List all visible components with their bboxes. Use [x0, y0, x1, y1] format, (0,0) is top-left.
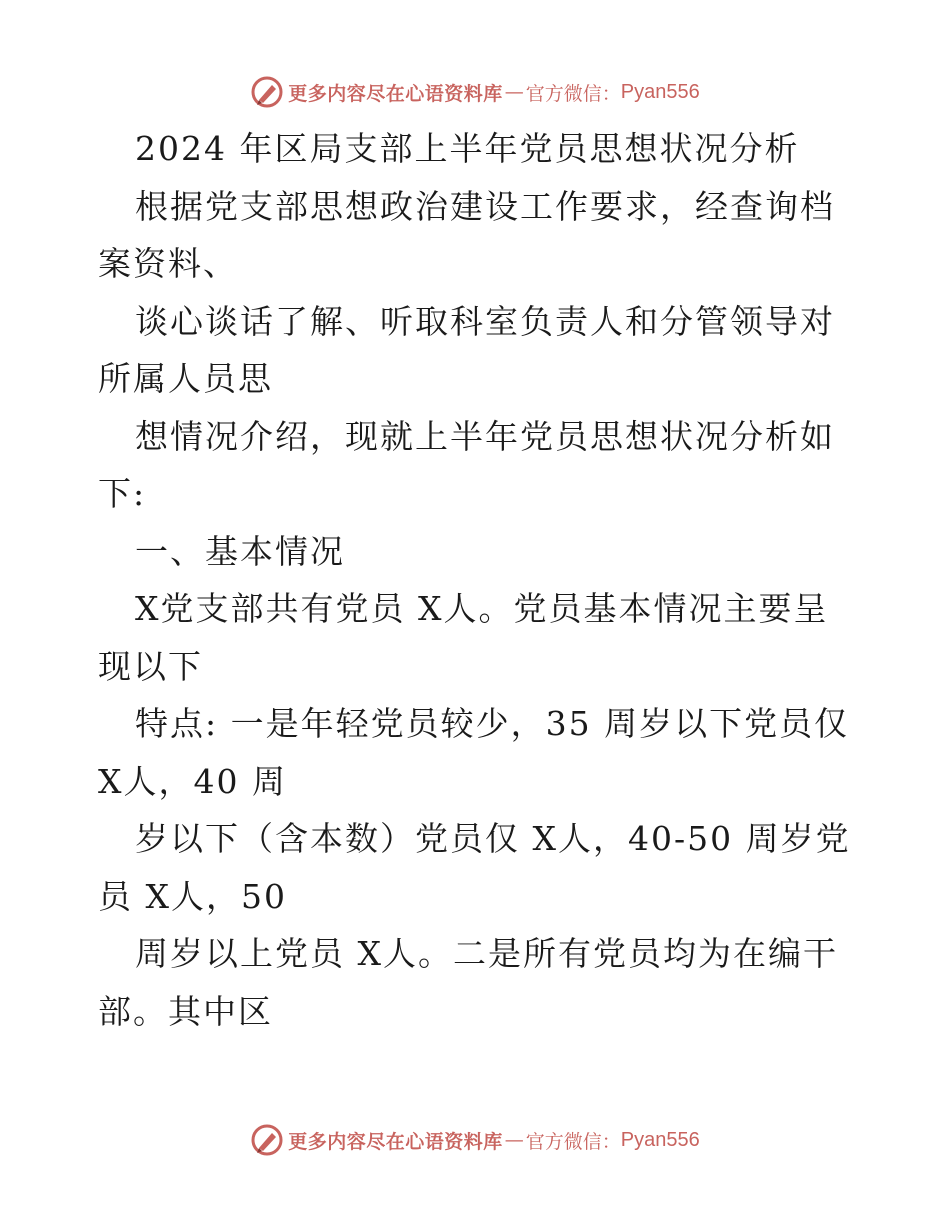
paragraph-line: 想情况介绍，现就上半年党员思想状况分析如下:	[98, 416, 835, 513]
header-banner	[0, 70, 950, 114]
paragraph-line: 岁以下（含本数）党员仅 X人，40-50 周岁党员 X人，50	[98, 819, 851, 916]
paragraph-line: 特点: 一是年轻党员较少，35 周岁以下党员仅 X人，40 周	[98, 704, 850, 801]
paragraph-line: 谈心谈话了解、听取科室负责人和分管领导对所属人员思	[98, 301, 835, 398]
pen-logo-icon	[250, 75, 284, 109]
banner-dash: —	[504, 1129, 524, 1151]
banner-dash: —	[504, 81, 524, 103]
banner-label: 官方微信：	[525, 1130, 621, 1153]
banner-wechat-id: Pyan556	[620, 1128, 700, 1151]
paragraph-line: 周岁以上党员 X人。二是所有党员均为在编干部。其中区	[98, 934, 838, 1031]
pen-logo-icon	[250, 1123, 284, 1157]
banner-label: 官方微信：	[525, 82, 621, 105]
paragraph-line: X党支部共有党员 X人。党员基本情况主要呈现以下	[98, 589, 829, 686]
banner-text: 更多内容尽在心语资料库	[288, 1130, 503, 1153]
document-title: 2024 年区局支部上半年党员思想状况分析	[135, 129, 800, 168]
banner-text: 更多内容尽在心语资料库	[288, 82, 503, 105]
document-body	[98, 120, 858, 1040]
paragraph-line: 根据党支部思想政治建设工作要求，经查询档案资料、	[98, 186, 835, 283]
section-heading: 一、基本情况	[135, 531, 345, 571]
footer-banner	[0, 1118, 950, 1162]
banner-wechat-id: Pyan556	[620, 80, 700, 103]
